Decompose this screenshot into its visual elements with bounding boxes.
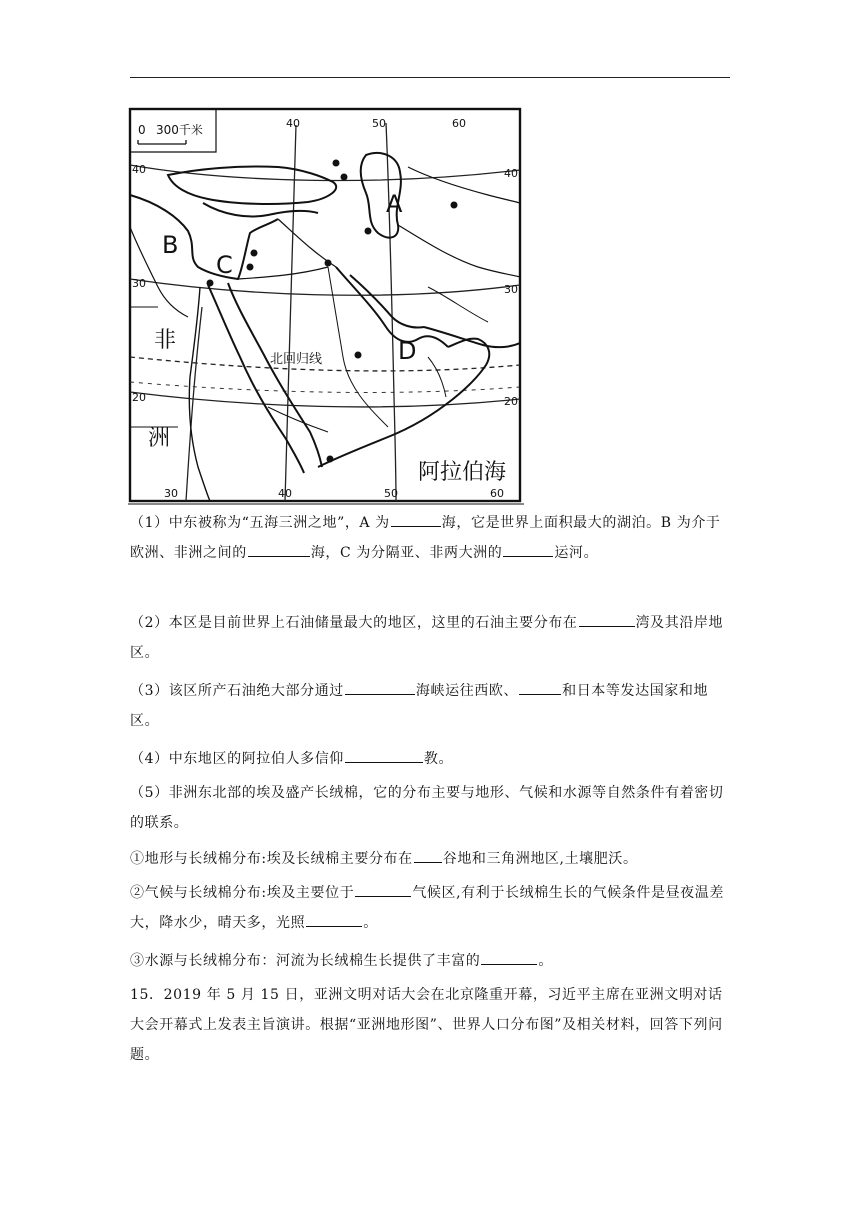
answer-blank[interactable] <box>306 912 362 927</box>
city-dot <box>251 250 258 257</box>
label-a: A <box>386 190 403 218</box>
question-2 <box>130 608 734 668</box>
svg-text:40: 40 <box>278 487 292 500</box>
answer-blank[interactable] <box>503 542 553 557</box>
middle-east-map <box>128 107 524 506</box>
svg-text:30: 30 <box>504 283 518 296</box>
label-africa-1: 非 <box>154 328 177 353</box>
answer-blank[interactable] <box>345 680 415 695</box>
question-text: （1）中东被称为“五海三洲之地”，A 为 <box>130 515 390 531</box>
svg-text:50: 50 <box>372 117 386 130</box>
answer-blank[interactable] <box>481 950 537 965</box>
answer-blank[interactable] <box>345 748 423 763</box>
question-3 <box>130 676 734 736</box>
question-text: （5）非洲东北部的埃及盛产长绒棉，它的分布主要与地形、气候和水源等自然条件有着密切的联系。 <box>130 785 724 831</box>
question-text: ③水源与长绒棉分布：河流为长绒棉生长提供了丰富的 <box>130 953 481 969</box>
question-text: 和日本等发达国家和地区。 <box>130 683 709 729</box>
question-text: ①地形与长绒棉分布:埃及长绒棉主要分布在 <box>130 851 413 867</box>
question-text: （3）该区所产石油绝大部分通过 <box>130 683 344 699</box>
label-tropic: 北回归线 <box>270 352 323 367</box>
sub-question-1 <box>130 844 734 874</box>
question-text: （2）本区是目前世界上石油储量最大的地区，这里的石油主要分布在 <box>130 615 578 631</box>
city-dot <box>207 280 214 287</box>
sub-question-3 <box>130 946 734 976</box>
question-text: 海，它是世界上面积最大的湖泊。B 为介于欧洲、非洲之间的 <box>130 515 721 561</box>
question-1 <box>130 508 734 568</box>
question-text: 。 <box>538 953 554 969</box>
svg-text:300千米: 300千米 <box>156 123 203 137</box>
city-dot <box>333 160 340 167</box>
question-text: 。 <box>363 915 378 931</box>
svg-text:50: 50 <box>384 487 398 500</box>
city-dot <box>451 202 458 209</box>
svg-text:60: 60 <box>452 117 466 130</box>
question-text: 15．2019 年 5 月 15 日，亚洲文明对话大会在北京隆重开幕，习近平主席在亚洲文明对话大会开幕式上发表主旨演讲。根据“亚洲地形图”、世界人口分布图”及相关材料，回答下列问题。 <box>130 987 723 1063</box>
answer-blank[interactable] <box>519 680 561 695</box>
svg-text:0: 0 <box>138 123 146 137</box>
question-15 <box>130 980 734 1070</box>
svg-text:60: 60 <box>490 487 504 500</box>
svg-text:40: 40 <box>504 167 518 180</box>
sub-question-2 <box>130 878 734 938</box>
city-dot <box>327 456 334 463</box>
question-text: 湾及其沿岸地区。 <box>130 615 724 661</box>
question-text: 谷地和三角洲地区,土壤肥沃。 <box>442 851 638 867</box>
question-5 <box>130 778 734 838</box>
city-dot <box>355 352 362 359</box>
answer-blank[interactable] <box>414 848 442 863</box>
answer-blank[interactable] <box>391 512 441 527</box>
question-text: 气候区,有利于长绒棉生长的气候条件是昼夜温差大，降水少，晴天多，光照 <box>130 885 724 931</box>
city-dot <box>365 228 372 235</box>
label-b: B <box>162 231 179 259</box>
label-d: D <box>398 337 417 365</box>
city-dot <box>325 260 332 267</box>
question-text: 教。 <box>423 751 454 767</box>
svg-text:40: 40 <box>132 163 146 176</box>
label-arabian-sea: 阿拉伯海 <box>418 460 507 485</box>
label-c: C <box>216 251 233 279</box>
svg-text:30: 30 <box>132 277 146 290</box>
question-text: ②气候与长绒棉分布:埃及主要位于 <box>130 885 355 901</box>
svg-text:20: 20 <box>504 395 518 408</box>
map-frame <box>130 109 520 501</box>
city-dot <box>341 174 348 181</box>
question-text: 海，C 为分隔亚、非两大洲的 <box>310 545 503 561</box>
city-dot <box>247 264 254 271</box>
question-4 <box>130 744 734 774</box>
svg-text:40: 40 <box>286 117 300 130</box>
header-rule <box>130 77 730 78</box>
question-text: 运河。 <box>554 545 599 561</box>
label-africa-2: 洲 <box>148 426 171 451</box>
svg-text:20: 20 <box>132 391 146 404</box>
question-text: 海峡运往西欧、 <box>415 683 519 699</box>
svg-text:30: 30 <box>164 487 178 500</box>
answer-blank[interactable] <box>355 882 411 897</box>
question-text: （4）中东地区的阿拉伯人多信仰 <box>130 751 344 767</box>
answer-blank[interactable] <box>248 542 310 557</box>
answer-blank[interactable] <box>579 612 635 627</box>
